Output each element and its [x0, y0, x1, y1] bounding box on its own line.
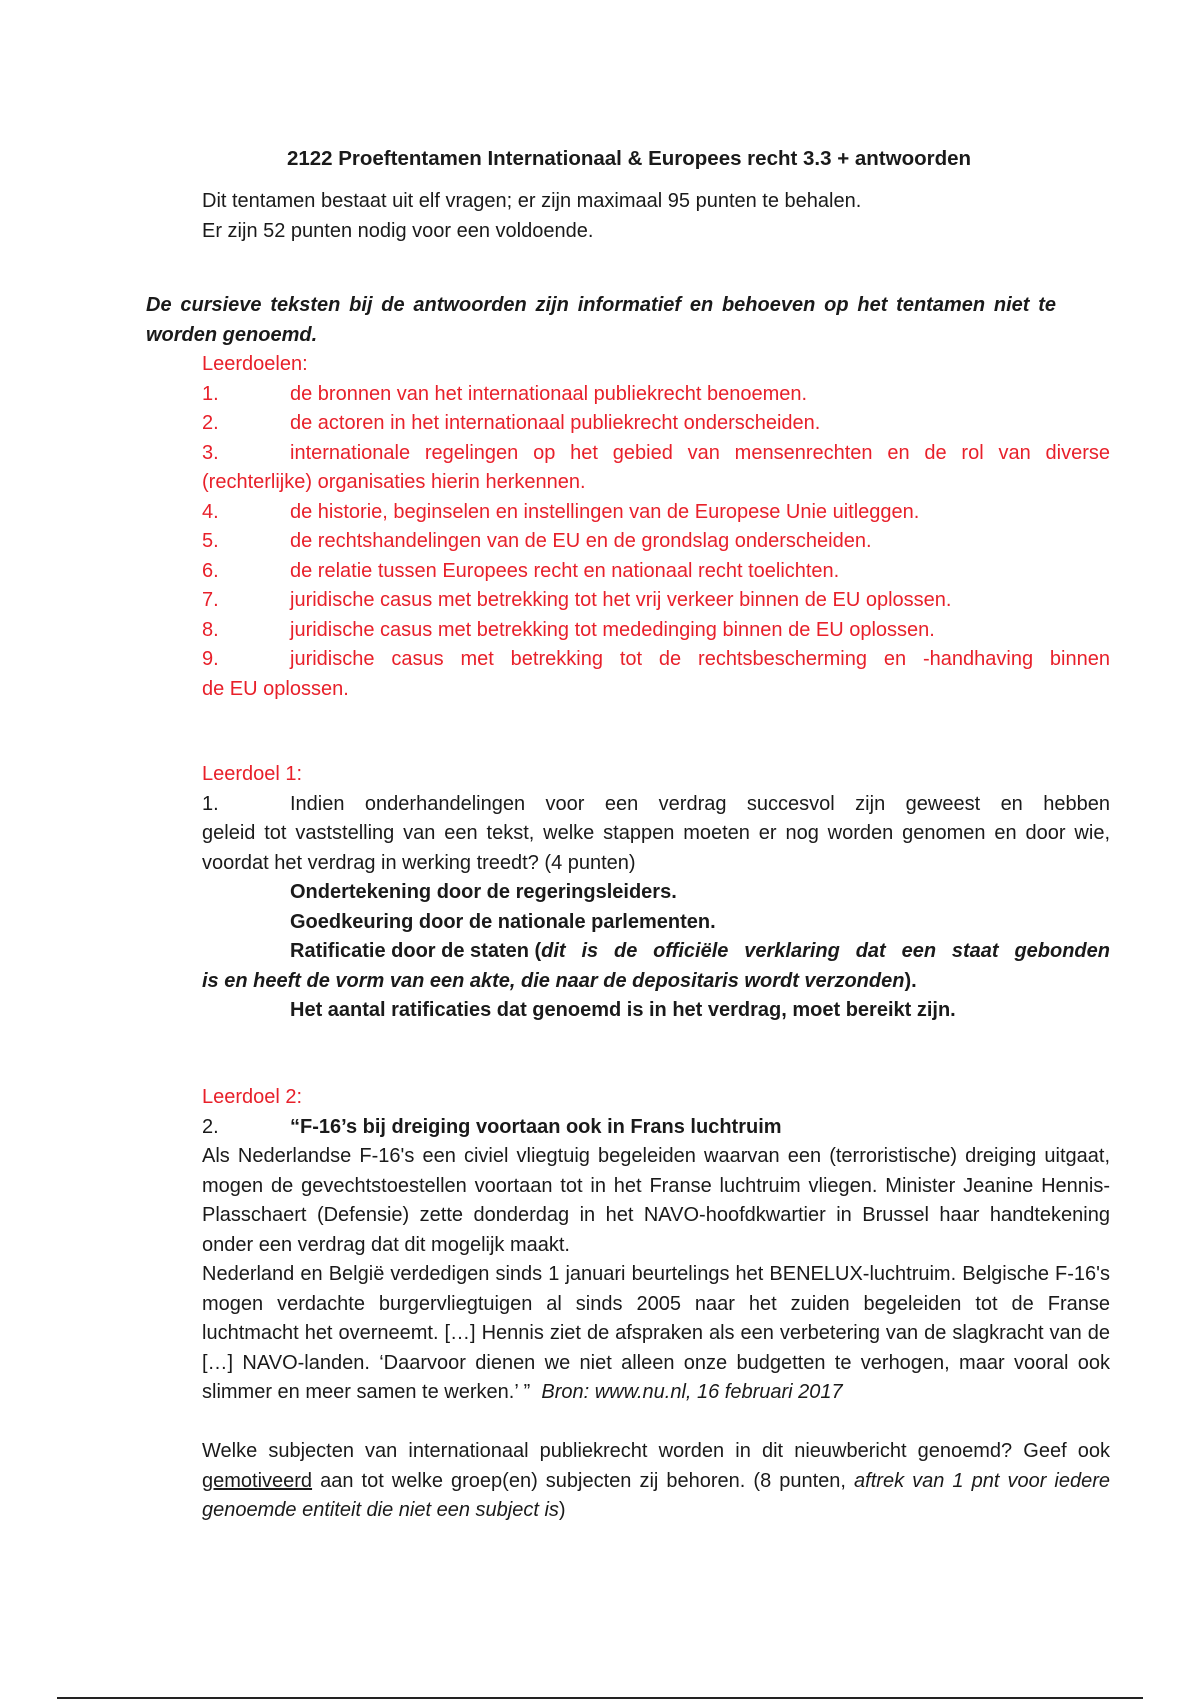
q1-heading: Leerdoel 1:: [202, 763, 303, 785]
q2-question-underlined: gemotiveerd: [202, 1469, 313, 1492]
leerdoel-text: juridische casus met betrekking tot mededinging binnen de EU oplossen.: [290, 618, 935, 641]
leerdoel-num: 3.: [202, 441, 219, 464]
leerdoel-text: internationale regelingen op het gebied van mensenrechten en de rol van diverse: [290, 441, 1110, 464]
q2-question-end: ): [558, 1499, 566, 1521]
q2-question-italic: aftrek van 1 pnt voor iedere genoemde entiteit die niet een subject is: [202, 1469, 1111, 1521]
q1-answer-1: Ondertekening door de regeringsleiders.: [290, 881, 677, 903]
q2-paragraph-2: [202, 1260, 1110, 1408]
document-title: 2122 Proeftentamen Internationaal & Europees recht 3.3 + antwoorden: [286, 147, 972, 170]
leerdoel-num: 2.: [202, 412, 219, 434]
q1-answer-3: [202, 937, 1110, 967]
q2-question-a: Welke subjecten van internationaal publiekrecht worden in dit nieuwbericht genoemd? Geef ook: [202, 1440, 1110, 1462]
intro-line-2: Er zijn 52 punten nodig voor een voldoende.: [202, 219, 594, 242]
leerdoel-num: 5.: [202, 530, 219, 552]
q2-heading: Leerdoel 2:: [202, 1086, 303, 1108]
leerdoel-num: 8.: [202, 618, 219, 641]
leerdoel-text: de historie, beginselen en instellingen van de Europese Unie uitleggen.: [290, 500, 920, 523]
q1-answer-3-cont: is en heeft de vorm van een akte, die naar de depositaris wordt verzonden: [202, 969, 905, 992]
leerdoel-text: de actoren in het internationaal publiekrecht onderscheiden.: [290, 412, 821, 434]
q1-num: 1.: [202, 792, 219, 815]
page-bottom-rule: [57, 1697, 1143, 1699]
leerdoel-text: de bronnen van het internationaal publiekrecht benoemen.: [290, 382, 808, 405]
leerdoel-num: 7.: [202, 589, 219, 611]
q2-article-title: “F-16’s bij dreiging voortaan ook in Frans luchtruim: [290, 1115, 782, 1138]
leerdoel-item: [202, 586, 1110, 616]
leerdoel-text: juridische casus met betrekking tot de rechtsbescherming en -handhaving binnen: [290, 648, 1110, 670]
question-2: [202, 1083, 1110, 1526]
note-text: De cursieve teksten bij de antwoorden zijn informatief en behoeven op het tentamen niet te worden genoemd.: [146, 294, 1056, 346]
q1-answer-3-end: ).: [904, 969, 917, 992]
leerdoel-item: [202, 380, 1110, 410]
leerdoelen-section: [202, 350, 1110, 704]
leerdoelen-heading: Leerdoelen:: [202, 353, 308, 375]
q2-num: 2.: [202, 1115, 219, 1138]
leerdoel-item: [202, 527, 1110, 557]
q2-title-row: [202, 1113, 1110, 1143]
leerdoel-num: 6.: [202, 559, 219, 582]
leerdoel-item: [202, 409, 1110, 439]
intro-line-1: Dit tentamen bestaat uit elf vragen; er zijn maximaal 95 punten te behalen.: [202, 190, 862, 212]
leerdoel-text: de rechtshandelingen van de EU en de grondslag onderscheiden.: [290, 530, 872, 552]
q1-answer-3-pre: Ratificatie door de staten (: [290, 940, 542, 962]
leerdoel-text-cont: de EU oplossen.: [202, 677, 349, 700]
q1-first-line: [202, 790, 1110, 820]
leerdoel-item: [202, 498, 1110, 528]
question-1: [202, 760, 1110, 1026]
q2-question-b: aan tot welke groep(en) subjecten zij behoren. (8 punten,: [320, 1469, 846, 1492]
leerdoel-num: 9.: [202, 648, 219, 670]
q1-answer-4: Het aantal ratificaties dat genoemd is in het verdrag, moet bereikt zijn.: [290, 999, 956, 1021]
leerdoel-text: juridische casus met betrekking tot het vrij verkeer binnen de EU oplossen.: [290, 589, 952, 611]
leerdoel-num: 1.: [202, 382, 219, 405]
q2-question: [202, 1437, 1110, 1526]
leerdoel-item: [202, 616, 1110, 646]
q2-paragraph-2-text: Nederland en België verdedigen sinds 1 januari beurtelings het BENELUX-luchtruim. Belgische F-16's mogen verdachte burgervliegtuigen al sinds 2005 naar het zuiden begeleiden tot de Franse luchtmacht het overneemt. […] Hennis ziet de afspraken als een verbetering van de slagkracht van de […] NAVO-landen. ‘Daarvoor dienen we niet alleen onze budgetten te verhogen, maar vooral ook slimmer en meer samen te werken.’ ”: [202, 1263, 1110, 1403]
leerdoel-num: 4.: [202, 500, 219, 523]
leerdoel-item: [202, 645, 1110, 675]
leerdoel-text-cont: (rechterlijke) organisaties hierin herkennen.: [202, 471, 586, 493]
intro: [202, 187, 1110, 246]
italic-note: [146, 291, 1056, 350]
q2-paragraph-1: Als Nederlandse F-16's een civiel vliegtuig begeleiden waarvan een (terroristische) dreiging uitgaat, mogen de gevechtstoestellen voortaan tot in het Franse luchtruim vliegen. Minister Jeanine Hennis-Plasschaert (Defensie) zette donderdag in het NAVO-hoofdkwartier in Brussel haar handtekening onder een verdrag dat dit mogelijk maakt.: [202, 1145, 1110, 1256]
q1-rest: geleid tot vaststelling van een tekst, welke stappen moeten er nog worden genomen en door wie, voordat het verdrag in werking treedt? (4 punten): [202, 822, 1110, 874]
leerdoel-text: de relatie tussen Europees recht en nationaal recht toelichten.: [290, 559, 840, 582]
q2-source: Bron: www.nu.nl, 16 februari 2017: [541, 1381, 843, 1403]
q1-answer-2: Goedkeuring door de nationale parlementen.: [290, 910, 716, 933]
q1-answer-3-italic: dit is de officiële verklaring dat een staat gebonden: [541, 940, 1110, 962]
q1-first: Indien onderhandelingen voor een verdrag succesvol zijn geweest en hebben: [290, 792, 1110, 815]
leerdoel-item: [202, 557, 1110, 587]
leerdoel-item: [202, 439, 1110, 469]
